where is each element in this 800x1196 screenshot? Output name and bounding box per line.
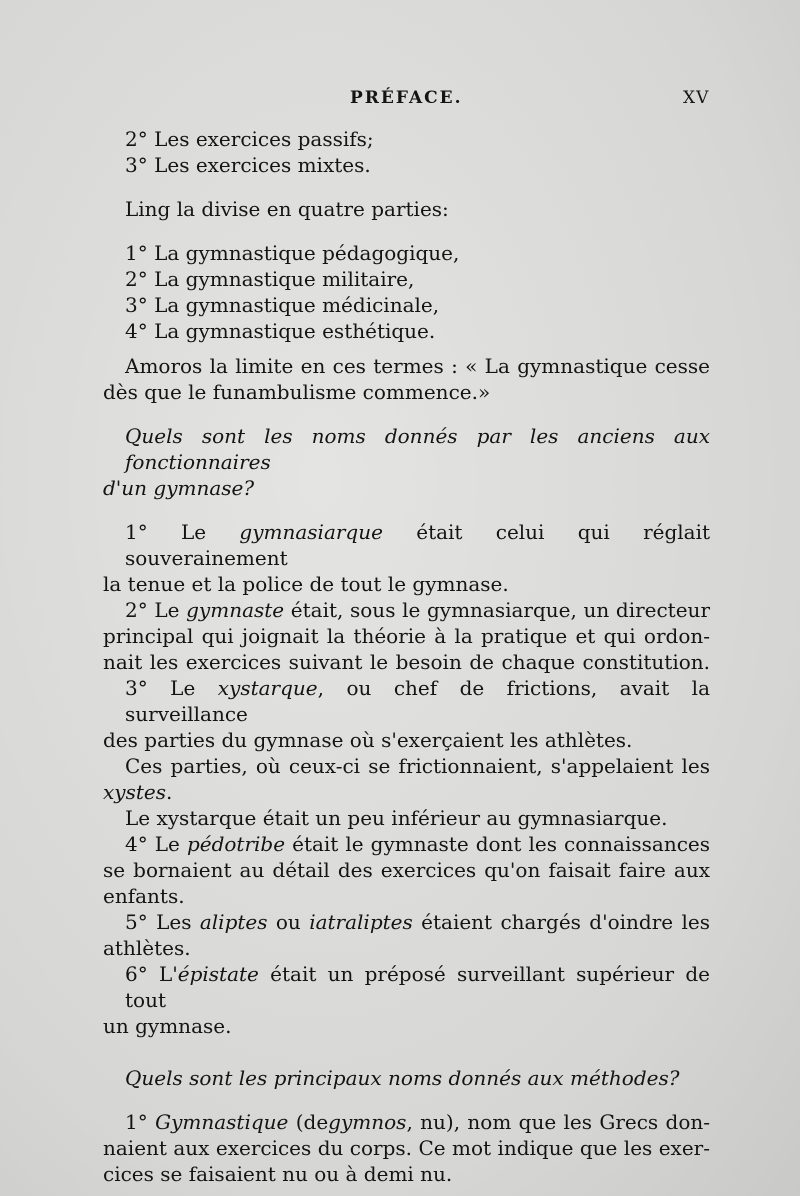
text: . — [165, 780, 173, 804]
answer-line: Le xystarque était un peu inférieur au gymnasiarque. — [125, 806, 668, 830]
answer-line — [103, 519, 710, 571]
term: pédotribe — [186, 832, 286, 856]
answer-line: se bornaient au détail des exercices qu'on faisait faire aux — [103, 858, 710, 882]
text: (de — [295, 1110, 329, 1134]
text: , ou chef de frictions, avait la surveillance — [125, 676, 710, 726]
question-heading — [103, 423, 710, 501]
list-item: 1° La gymnastique pédagogique, — [125, 241, 460, 265]
text: était celui qui réglait souverainement — [125, 520, 711, 570]
question-heading — [103, 1065, 710, 1091]
text: ou — [275, 910, 301, 934]
running-header — [0, 88, 800, 112]
text: était le gymnaste dont les connaissances — [292, 832, 710, 856]
text: était un préposé surveillant supérieur de tout — [125, 962, 710, 1012]
body-text — [103, 126, 710, 1187]
page-number: XV — [683, 88, 710, 108]
term: xystes — [103, 780, 166, 804]
paragraph-line: dès que le funambulisme commence.» — [103, 380, 491, 404]
term: Gymnastique — [155, 1110, 289, 1134]
answer-line: principal qui joignait la théorie à la pratique et qui ordon- — [103, 624, 710, 648]
answer-line — [103, 779, 710, 805]
question-line: Quels sont les noms donnés par les anciens aux fonctionnaires — [125, 424, 710, 474]
answer-line — [103, 961, 710, 1013]
list-item: 4° La gymnastique esthétique. — [125, 319, 436, 343]
numeral: 6° L' — [125, 962, 178, 986]
answer-line: athlètes. — [103, 936, 191, 960]
answer-line: enfants. — [103, 884, 185, 908]
numeral: 4° Le — [125, 832, 180, 856]
text: , nu), nom que les Grecs don- — [406, 1110, 711, 1134]
numeral: 1° — [125, 1110, 148, 1134]
text: étaient chargés d'oindre les — [421, 910, 710, 934]
running-title: PRÉFACE. — [350, 88, 463, 108]
answer-line — [103, 831, 710, 857]
numeral: 5° Les — [125, 910, 192, 934]
question-line: Quels sont les principaux noms donnés aux méthodes? — [125, 1066, 680, 1090]
list-item: 3° Les exercices mixtes. — [125, 153, 371, 177]
term: xystarque — [217, 676, 318, 700]
numeral: 2° Le — [125, 598, 180, 622]
answer-line: cices se faisaient nu ou à demi nu. — [103, 1162, 453, 1186]
list-item: 2° Les exercices passifs; — [125, 127, 374, 151]
term: gymnos — [328, 1110, 407, 1134]
term: gymnasiarque — [239, 520, 383, 544]
numeral: 3° Le — [125, 676, 196, 700]
answer-line: naient aux exercices du corps. Ce mot indique que les exer- — [103, 1136, 710, 1160]
term: aliptes — [199, 910, 268, 934]
answer-line: la tenue et la police de tout le gymnase. — [103, 572, 509, 596]
answer-line: Ces parties, où ceux-ci se frictionnaient, s'appelaient les — [125, 754, 710, 778]
term: épistate — [177, 962, 259, 986]
paragraph: Ling la divise en quatre parties: — [125, 197, 449, 221]
question-line: d'un gymnase? — [103, 476, 255, 500]
answer-line — [103, 1109, 710, 1135]
term: iatraliptes — [309, 910, 413, 934]
term: gymnaste — [186, 598, 285, 622]
answer-line — [103, 597, 710, 623]
paragraph-line: Amoros la limite en ces termes : « La gymnastique cesse — [125, 354, 710, 378]
answer-line — [103, 675, 710, 727]
answer-line — [103, 909, 710, 935]
text: était, sous le gymnasiarque, un directeur — [290, 598, 710, 622]
list-item: 2° La gymnastique militaire, — [125, 267, 415, 291]
answer-line: un gymnase. — [103, 1014, 232, 1038]
numeral: 1° Le — [125, 520, 207, 544]
answer-line: des parties du gymnase où s'exerçaient les athlètes. — [103, 728, 633, 752]
answer-line: nait les exercices suivant le besoin de chaque constitution. — [103, 650, 710, 674]
list-item: 3° La gymnastique médicinale, — [125, 293, 440, 317]
